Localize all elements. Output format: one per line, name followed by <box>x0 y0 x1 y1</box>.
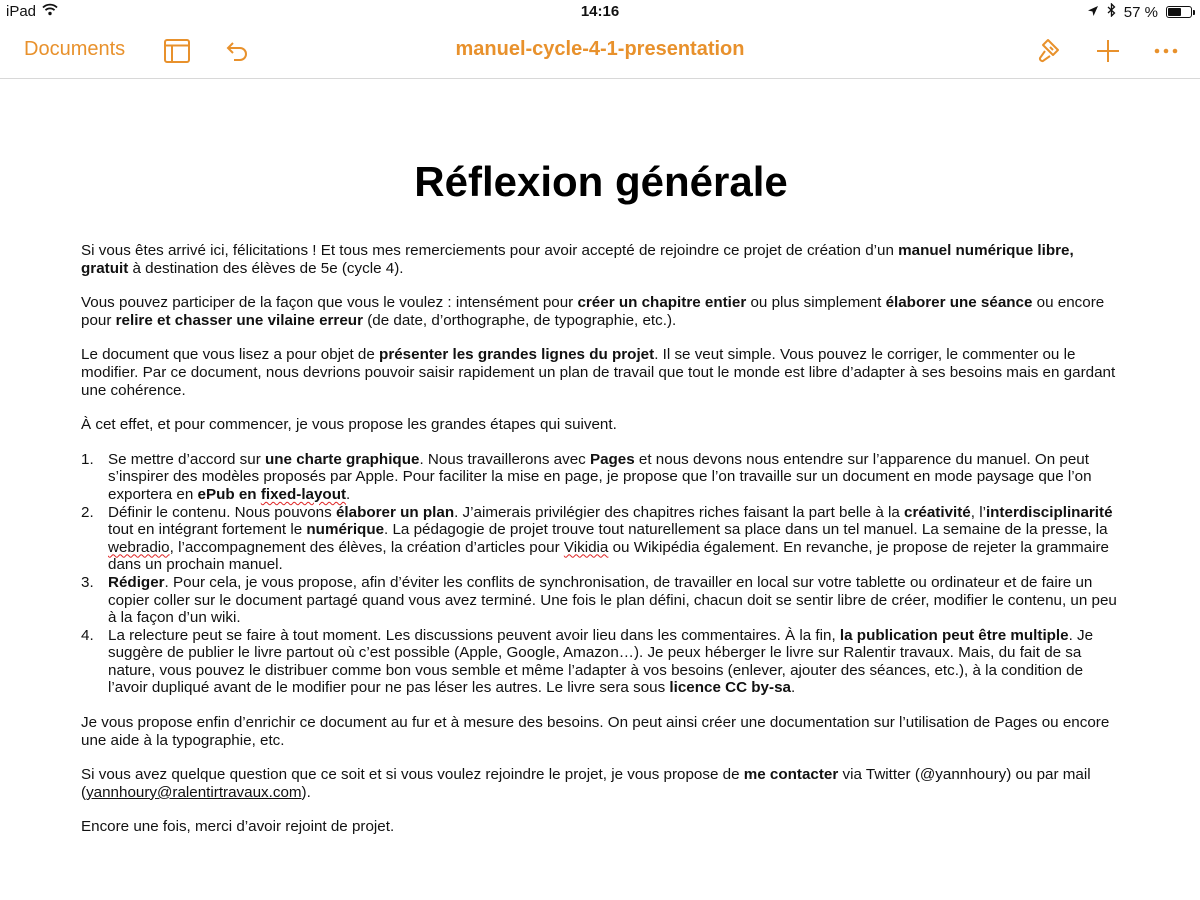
email-link[interactable]: yannhoury@ralentirtravaux.com <box>86 783 302 801</box>
paragraph-steps-intro: À cet effet, et pour commencer, je vous propose les grandes étapes qui suivent. <box>81 416 617 434</box>
paragraph-intro: Si vous êtes arrivé ici, félicitations ! Et tous mes remerciements pour avoir accepté de rejoindre ce projet de création d’un manuel numérique libre, gratuit à destination des élèves de 5e (cycle 4). <box>81 242 1074 277</box>
list-item: 3. Rédiger. Pour cela, je vous propose, afin d’éviter les conflits de synchronisation, de travailler en local sur votre tablette ou ordinateur et de faire un copier coller sur le document partagé quand vous avez terminé. Une fois le plan défini, chacun doit se sentir libre de créer, modifier le contenu, un peu à la façon d’un wiki. <box>81 573 1117 627</box>
spellcheck-word: webradio <box>108 538 170 556</box>
paragraph-enrich: Je vous propose enfin d’enrichir ce document au fur et à mesure des besoins. On peut ainsi créer une documentation sur l’utilisation de Pages ou encore une aide à la typographie, etc. <box>81 714 1110 749</box>
document-title: manuel-cycle-4-1-presentation <box>455 38 745 60</box>
add-icon[interactable] <box>1093 36 1123 66</box>
device-label: iPad <box>6 3 37 20</box>
clock: 14:16 <box>580 3 620 20</box>
view-options-icon[interactable] <box>162 36 192 66</box>
list-item: 2. Définir le contenu. Nous pouvons élaborer un plan. J’aimerais privilégier des chapitres riches faisant la part belle à la créativité, l’interdisciplinarité tout en intégrant fortement le numérique. La pédagogie de projet trouve tout naturellement sa place dans un tel manuel. La semaine de la presse, la webradio, l’accompagnement des élèves, la création d’articles pour Vikidia ou Wikipédia également. En revanche, je propose de rejeter la grammaire dans un prochain manuel. <box>81 503 1113 574</box>
battery-icon <box>1166 6 1192 18</box>
battery-percentage: 57 % <box>1123 3 1158 21</box>
list-item: 4. La relecture peut se faire à tout moment. Les discussions peuvent avoir lieu dans les commentaires. À la fin, la publication peut être multiple. Je suggère de publier le livre partout où c’est possible (Apple, Google, Amazon…). Je peux héberger le livre sur Ralentir travaux. Mais, du fait de sa nature, vous pouvez le distribuer comme bon vous semble et même l’adapter à vos besoins (enlever, ajouter des séances, etc.), à la condition de l’avoir dupliqué avant de le modifier pour ne pas léser les autres. Le livre sera sous licence CC by-sa. <box>81 626 1094 697</box>
document-body[interactable] <box>81 78 1121 836</box>
documents-button[interactable]: Documents <box>24 38 126 60</box>
list-item: 1. Se mettre d’accord sur une charte graphique. Nous travaillerons avec Pages et nous devons nous entendre sur l’apparence du manuel. On peut s’inspirer des modèles proposés par Apple. Pour faciliter la mise en page, je propose que l’on travaille sur un document en mode paysage que l’on exportera en ePub en fixed-layout. <box>81 450 1092 503</box>
steps-list <box>81 451 1121 697</box>
paragraph-contact: Si vous avez quelque question que ce soit et si vous voulez rejoindre le projet, je vous propose de me contacter via Twitter (@yannhoury) ou par mail (yannhoury@ralentirtravaux.com). <box>81 766 1091 801</box>
paragraph-purpose: Le document que vous lisez a pour objet de présenter les grandes lignes du projet. Il se veut simple. Vous pouvez le corriger, le commenter ou le modifier. Par ce document, nous devrions pouvoir saisir rapidement un plan de travail que tout le monde est libre d’adapter à ses besoins mais en gardant une cohérence. <box>81 346 1116 399</box>
page-title: Réflexion générale <box>414 158 788 205</box>
bluetooth-icon <box>1107 3 1116 21</box>
format-brush-icon[interactable] <box>1034 36 1064 66</box>
status-bar <box>0 0 1200 24</box>
paragraph-participation: Vous pouvez participer de la façon que vous le voulez : intensément pour créer un chapitre entier ou plus simplement élaborer une séance ou encore pour relire et chasser une vilaine erreur (de date, d’orthographe, de typographie, etc.). <box>81 294 1105 329</box>
toolbar <box>0 24 1200 79</box>
paragraph-closing: Encore une fois, merci d’avoir rejoint de projet. <box>81 818 395 836</box>
spellcheck-word: fixed-layout <box>260 485 347 503</box>
spellcheck-word: Vikidia <box>563 538 609 556</box>
more-icon[interactable] <box>1151 36 1181 66</box>
undo-icon[interactable] <box>222 36 252 66</box>
battery-level <box>1168 8 1181 16</box>
location-icon <box>1087 4 1099 21</box>
